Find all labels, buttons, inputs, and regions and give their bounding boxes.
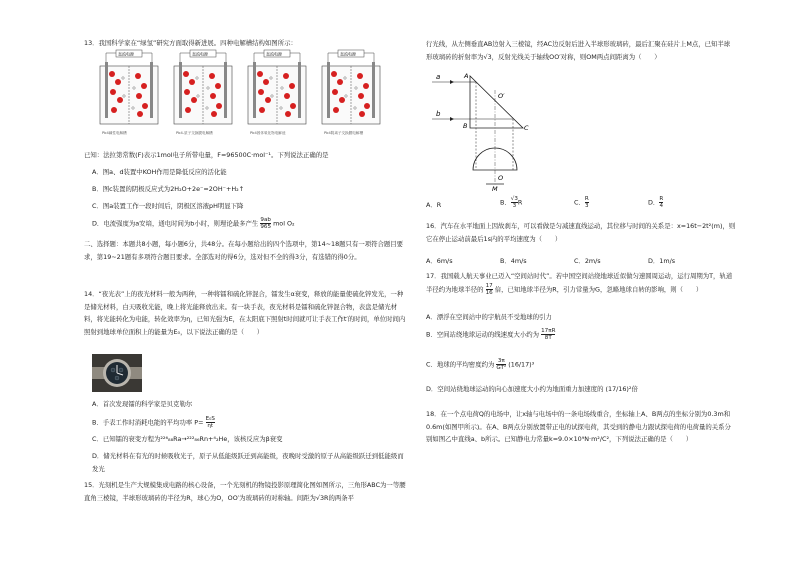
q13-intro: 13．我国科学家在“绿氢”研究方面取得新进展。四种电解槽结构如图所示： bbox=[84, 39, 297, 47]
label-B: B bbox=[463, 122, 468, 130]
q18-text: 18．在一个点电荷Q的电场中，让x轴与电场中的一条电场线重合，坐标轴上A、B两点的坐标分别为0.3m和0.6m(如图甲所示)。在A、B两点分别放置带正电的试探电荷，其受到的静电力跟试探电荷的电荷量的关系分别如图乙中直线a、b所示。已知静电力常量k=9.0×10⁹N·m²/C²，下列说法正确的是（ ） bbox=[426, 410, 731, 444]
q13-d-unit: mol O₂ bbox=[273, 219, 295, 228]
q13-d-num: 9ab bbox=[260, 217, 271, 223]
q14-option-d: D．储光材料在有光的时候吸收光子，原子从低能级跃迁到高能级，夜晚时受激的原子从高能级跃迁到低能级而发光 bbox=[92, 452, 404, 473]
q14-option-c: C．已知镭的衰变方程为²²⁶₈₈Ra→²²²₈₆Rn+⁴₂He，该核反应为β衰变 bbox=[92, 435, 283, 443]
label-O: O bbox=[498, 174, 504, 182]
prism-triangle bbox=[470, 76, 523, 128]
q15-text: 15．光刻机是生产大规模集成电路的核心设备，一个光刻机的物镜投影原理简化图如图所示，三角形ABC为一等腰直角三棱镜，半球形玻璃砖的半径为R，球心为O，OO′为玻璃砖的对称轴。间距为√3R的两条平 bbox=[84, 481, 406, 502]
q17-option-c: C．地球的平均密度约为 $\frac{3\pi}{\text{GT²}}$ (16/17)³ bbox=[426, 358, 535, 371]
cell-caption: Pb4阴离子交换膜电解槽 bbox=[324, 131, 364, 135]
hemisphere-lens bbox=[473, 148, 517, 170]
label-C: C bbox=[524, 124, 529, 132]
q17-option-d: D．空间站绕地球运动的向心加速度大小约为地面重力加速度的 (17/16)²倍 bbox=[426, 385, 638, 393]
electrolysis-figure bbox=[98, 48, 398, 140]
section-2-instructions: 二、选择题：本题共8小题，每小题6分，共48分。在每小题给出的四个选项中，第14~18题只有一项符合题目要求，第19~21题有多项符合题目要求。全部选对的得6分，选对但不全的得3分，有选错的得0分。 bbox=[84, 240, 404, 261]
q13-d-den: 965 bbox=[260, 224, 272, 230]
cell-caption: Pb4-质子交换膜电解槽 bbox=[176, 131, 213, 135]
q14-option-a: A．首次发现镭的科学家是贝克勒尔 bbox=[92, 400, 193, 408]
q17-option-a: A．漂浮在空间站中的宇航员不受地球的引力 bbox=[426, 313, 552, 321]
label-O-prime: O′ bbox=[498, 92, 505, 100]
label-M: M bbox=[492, 185, 498, 192]
electrolysis-cells-svg bbox=[98, 48, 398, 140]
watch-photo bbox=[92, 354, 142, 392]
q13-given: 已知：法拉第常数(F)表示1mol电子所带电量，F=96500C·mol⁻¹。下列说法正确的是 bbox=[84, 151, 329, 159]
power-source-label: 直流电源 bbox=[266, 51, 282, 57]
q13-option-c: C．图a装置工作一段时间后，阴极区溶液pH明显下降 bbox=[92, 202, 244, 210]
label-a: a bbox=[436, 73, 441, 81]
electrolysis-cell bbox=[100, 50, 158, 135]
q14-b-text: B．手表工作时消耗电能的平均功率 bbox=[92, 418, 193, 427]
electrolysis-cell bbox=[248, 50, 306, 135]
optics-diagram-svg bbox=[430, 70, 560, 192]
q14-b-fraction bbox=[206, 416, 215, 429]
q15-continued: 行光线，从左侧垂直AB边射入三棱镜，经AC边反射后进入半球形玻璃砖，最后汇聚在硅片上M点，已知半球形玻璃砖的折射率为√3，反射光线关于轴线OO′对称，则OM两点间距离为（ ） bbox=[426, 40, 731, 61]
watch-image bbox=[92, 354, 142, 392]
label-b: b bbox=[436, 110, 441, 118]
q13-d-text: D．电流强度为a安培，通电时间为b小时，则理论最多产生 bbox=[92, 219, 259, 228]
q17-option-b: B．空间站绕地球运动的线速度大小约为 $\frac{17\pi R}{8T}$ bbox=[426, 328, 556, 341]
power-source-label: 直流电源 bbox=[192, 51, 208, 57]
q14-b-den: ηt bbox=[207, 423, 214, 429]
q16-option-a: A．6m/s bbox=[426, 257, 453, 265]
q15-option-c: C． $\frac{R}{3}$ bbox=[574, 196, 589, 209]
q17-fraction: $\frac{17}{16}$ bbox=[485, 282, 493, 296]
q13-d-fraction bbox=[260, 217, 271, 230]
optics-figure bbox=[430, 70, 560, 192]
electrolysis-cell bbox=[322, 50, 380, 135]
q14-option-b bbox=[92, 416, 215, 429]
electrolysis-cell bbox=[174, 50, 232, 135]
q13-option-b: B．图c装置的阴极反应式为2H₂O+2e⁻=2OH⁻+H₂↑ bbox=[92, 185, 245, 193]
q17-text: 17．我国载人航天事业已迈入“空间站时代”。若中国空间站绕地球近似做匀速圆周运动，运行周期为T，轨道半径约为地球半径的 $\frac{17}{16}$ 倍，已知地球半径为R，引力常量为G，忽略地球自转的影响，则（ ） bbox=[426, 272, 733, 296]
power-source-label: 直流电源 bbox=[118, 51, 134, 57]
q13-option-d bbox=[92, 217, 295, 230]
q14-b-num: E₀S bbox=[205, 416, 215, 422]
q14-b-expr: P= bbox=[194, 418, 204, 427]
q16-text: 16．汽车在水平地面上因故刹车，可以看做是匀减速直线运动，其位移与时间的关系是：x=16t−2t²(m)，则它在停止运动前最后1s内的平均速度为（ ） bbox=[426, 222, 736, 243]
label-A: A bbox=[464, 72, 469, 80]
q15-option-b: B． $\frac{√3}{3}$ R bbox=[500, 196, 523, 209]
q13-option-a: A．图a、d装置中KOH作用是降低反应的活化能 bbox=[92, 168, 227, 176]
q15-option-a: A．R bbox=[426, 201, 442, 209]
q14-text: 14．“夜光表”上的夜光材料一般为两种，一种将镭和硫化锌混合，镭发生α衰变，释放的能量使硫化锌发光，一种是储光材料，白天吸收光能，晚上将光能释放出来。有一块手表，夜光材料是镭和硫化锌混合物，表盘是储光材料，将光能转化为电能，转化效率为η，已知光强为E，在太阳底下照射t时间就可让手表工作t′的时间，单位时间内照射到地球单位面积上的能量为E₀，以下说法正确的是（ ） bbox=[84, 290, 406, 336]
q15-option-d: D． $\frac{R}{4}$ bbox=[648, 196, 664, 209]
q16-option-b: B．4m/s bbox=[500, 257, 527, 265]
power-source-label: 直流电源 bbox=[340, 51, 356, 57]
q16-option-c: C．2m/s bbox=[574, 257, 601, 265]
cell-caption: Pb4固体氧化物电解池 bbox=[250, 131, 286, 135]
q16-option-d: D．1m/s bbox=[648, 257, 676, 265]
cell-caption: Pb4碱性电解槽 bbox=[102, 131, 127, 135]
